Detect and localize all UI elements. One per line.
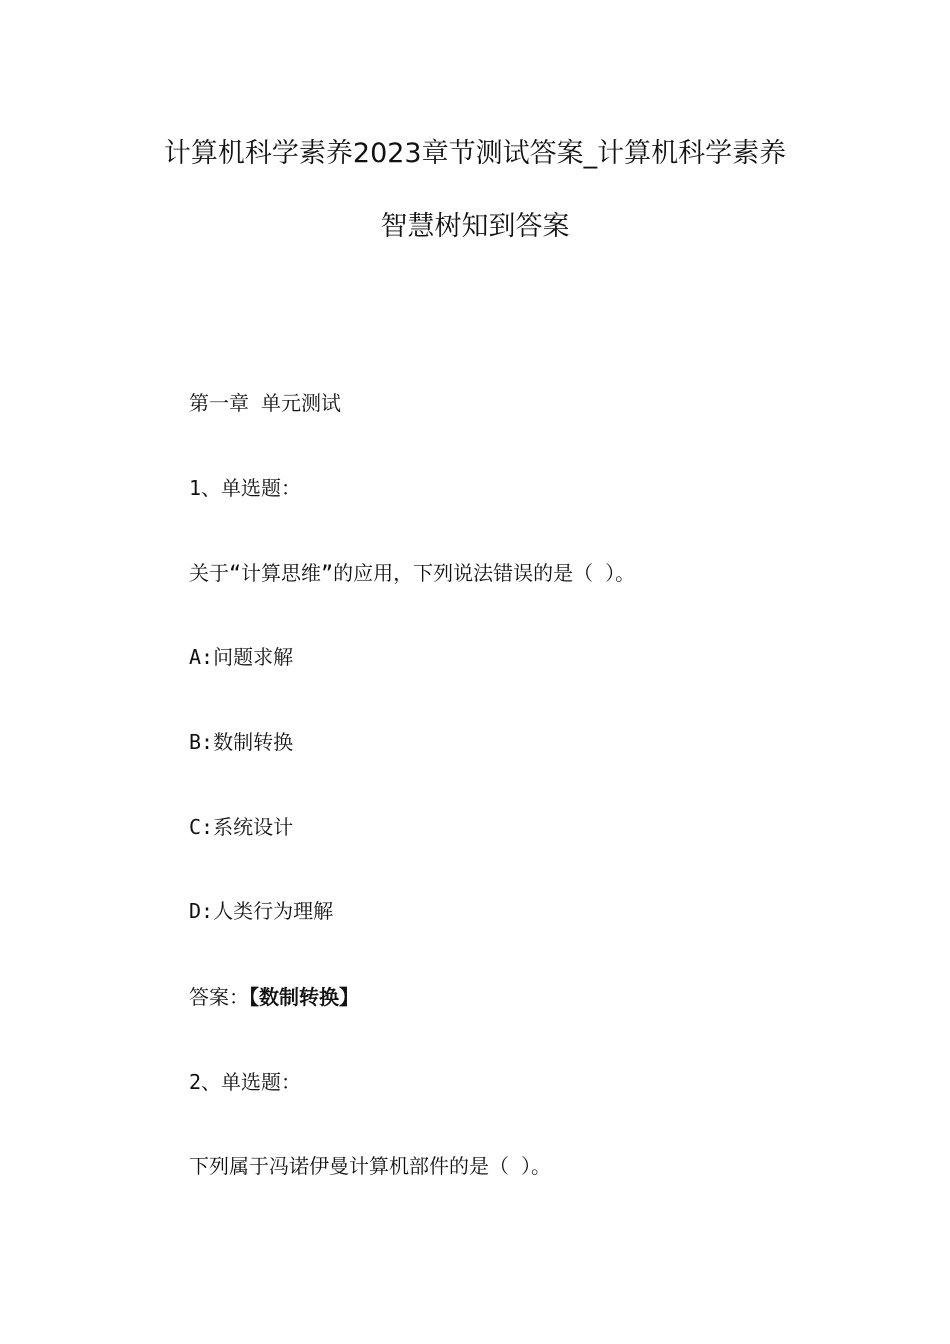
question-2-number: 2、单选题： (189, 1070, 302, 1094)
chapter-heading: 第一章 单元测试 (189, 391, 342, 415)
document-title-line-2: 智慧树知到答案 (380, 211, 570, 242)
answer-label: 答案： (189, 985, 249, 1009)
question-1-option-a: A:问题求解 (189, 645, 294, 669)
question-1-number: 1、单选题： (189, 476, 302, 500)
question-1-option-c: C:系统设计 (189, 815, 294, 839)
question-1-stem: 关于“计算思维”的应用，下列说法错误的是（ ）。 (189, 561, 636, 585)
question-1-answer (189, 983, 359, 1011)
question-2-stem: 下列属于冯诺伊曼计算机部件的是（ ）。 (189, 1154, 552, 1178)
answer-value: 【数制转换】 (249, 985, 359, 1009)
question-1-option-d: D:人类行为理解 (189, 899, 334, 923)
question-1-option-b: B:数制转换 (189, 730, 294, 754)
document-title-line-1: 计算机科学素养2023章节测试答案_计算机科学素养 (163, 138, 787, 169)
